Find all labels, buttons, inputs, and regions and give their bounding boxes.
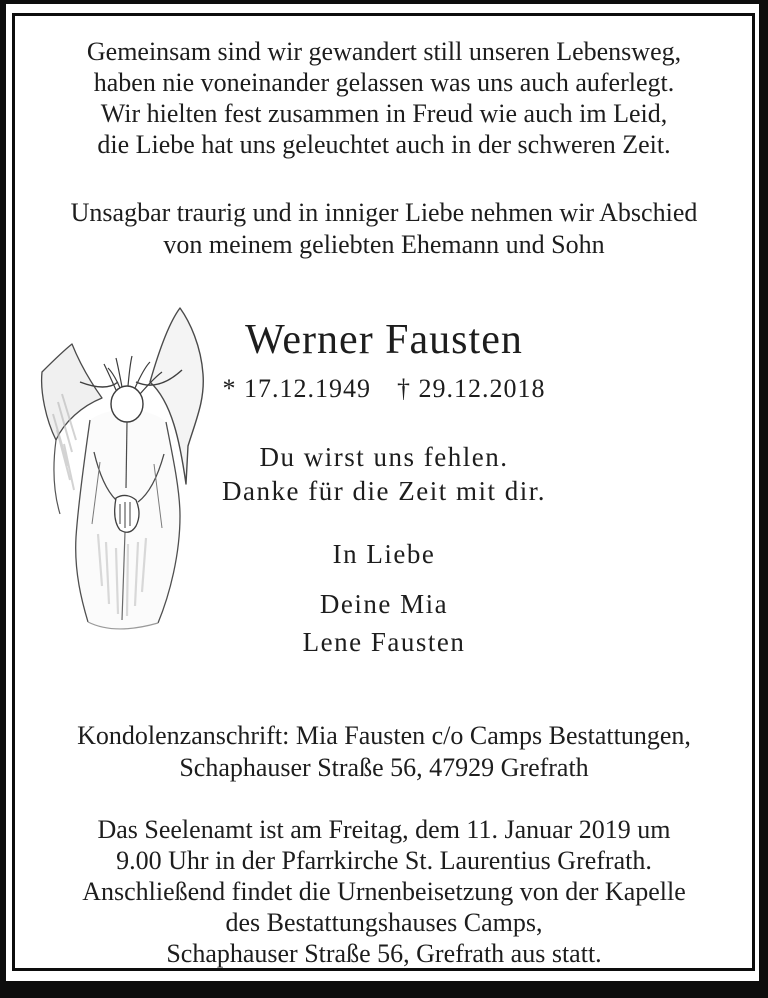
death-date: † 29.12.2018 — [397, 374, 546, 403]
service-line-2: 9.00 Uhr in der Pfarrkirche St. Laurentius Grefrath. — [116, 846, 652, 875]
poem-line-1: Gemeinsam sind wir gewandert still unseren Lebensweg, — [86, 37, 682, 66]
mourner-name-2: Lene Fausten — [302, 627, 466, 657]
opening-poem — [0, 36, 768, 160]
deceased-name: Werner Fausten — [245, 317, 523, 363]
intro-line-2: von meinem geliebten Ehemann und Sohn — [163, 230, 605, 259]
in-love-text: In Liebe — [332, 539, 436, 569]
life-dates — [0, 374, 768, 404]
intro-line-1: Unsagbar traurig und in inniger Liebe nehmen wir Abschied — [70, 198, 698, 227]
funeral-service-details — [0, 814, 768, 969]
farewell-text — [0, 440, 768, 508]
poem-line-2: haben nie voneinander gelassen was uns auch auferlegt. — [93, 68, 675, 97]
poem-line-3: Wir hielten fest zusammen in Freud wie auch im Leid, — [100, 99, 668, 128]
service-line-1: Das Seelenamt ist am Freitag, dem 11. Januar 2019 um — [97, 815, 671, 844]
poem-line-4: die Liebe hat uns geleuchtet auch in der schweren Zeit. — [97, 130, 671, 159]
condolence-line-2: Schaphauser Straße 56, 47929 Grefrath — [179, 753, 589, 782]
mourner-name-1: Deine Mia — [319, 589, 449, 619]
condolence-line-1: Kondolenzanschrift: Mia Fausten c/o Camps Bestattungen, — [77, 721, 691, 750]
service-line-5: Schaphauser Straße 56, Grefrath aus statt. — [166, 939, 602, 968]
service-line-3: Anschließend findet die Urnenbeisetzung von der Kapelle — [82, 877, 686, 906]
farewell-line-2: Danke für die Zeit mit dir. — [222, 476, 546, 506]
condolence-address — [0, 720, 768, 784]
birth-date: * 17.12.1949 — [222, 374, 371, 403]
introduction-text — [0, 197, 768, 261]
service-line-4: des Bestattungshauses Camps, — [225, 908, 543, 937]
farewell-line-1: Du wirst uns fehlen. — [259, 442, 509, 472]
